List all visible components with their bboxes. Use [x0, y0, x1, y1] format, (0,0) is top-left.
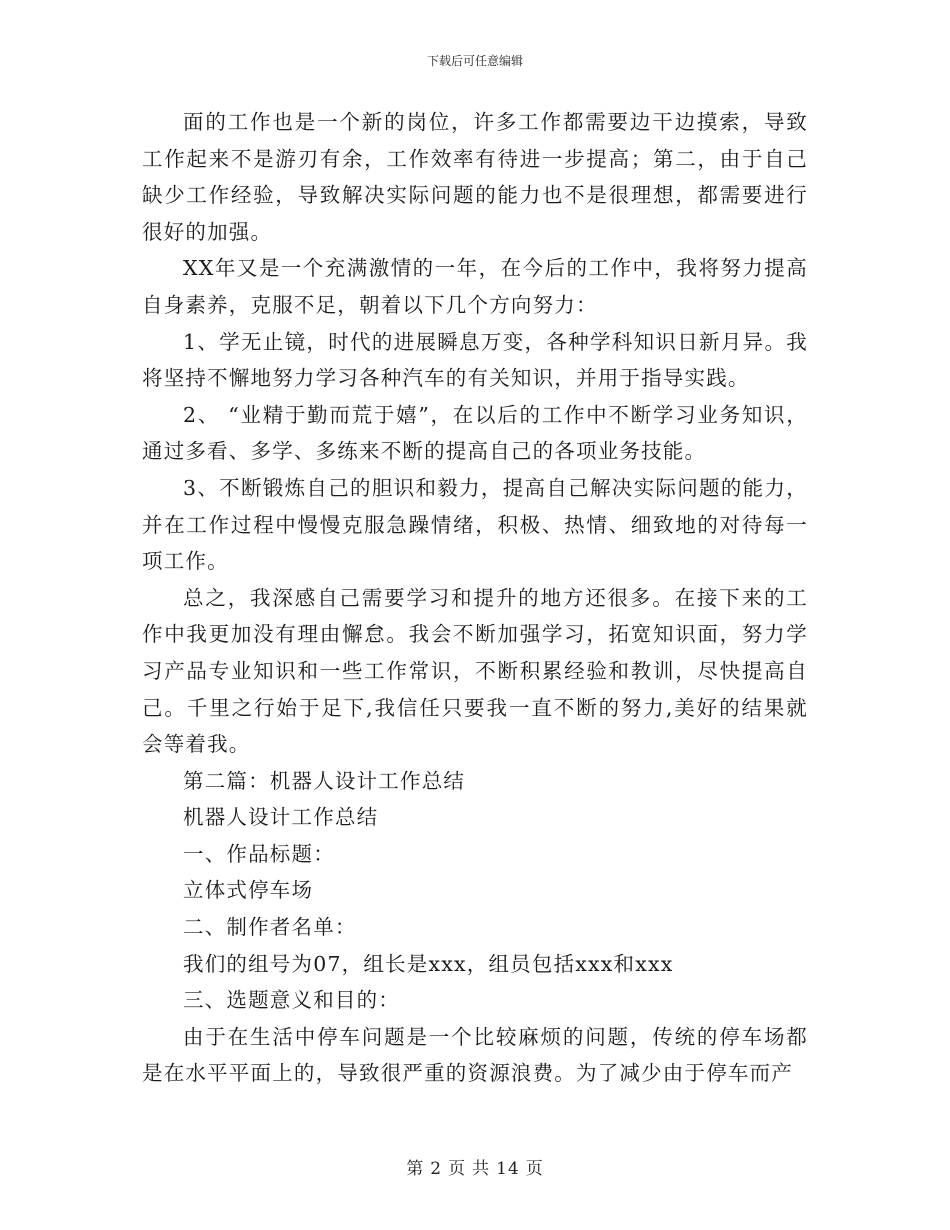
- document-body: [142, 104, 808, 1092]
- paragraph: 总之，我深感自己需要学习和提升的地方还很多。在接下来的工作中我更加没有理由懈怠。我会不断加强学习，拓宽知识面，努力学习产品专业知识和一些工作常识，不断积累经验和教训，尽快提高自己。千里之行始于足下,我信任只要我一直不断的努力,美好的结果就会等着我。: [142, 585, 808, 757]
- footer-page-suffix: 页: [525, 1159, 544, 1179]
- paragraph: 立体式停车场: [183, 878, 314, 903]
- footer-page-number: 2: [430, 1159, 443, 1179]
- document-title: 机器人设计工作总结: [183, 805, 379, 830]
- page-footer: [0, 1154, 950, 1179]
- paragraph: 由于在生活中停车问题是一个比较麻烦的问题，传统的停车场都是在水平平面上的，导致很严重的资源浪费。为了减少由于停车而产: [142, 1024, 808, 1086]
- section-heading: 三、选题意义和目的：: [183, 988, 400, 1013]
- page-header: 下载后可任意编辑: [426, 54, 523, 68]
- footer-total-pages: 14: [496, 1159, 520, 1179]
- section-heading: 一、作品标题：: [183, 841, 335, 866]
- list-item: 2、 “业精于勤而荒于嬉”，在以后的工作中不断学习业务知识，通过多看、多学、多练来不断的提高自己的各项业务技能。: [142, 402, 808, 464]
- paragraph: 面的工作也是一个新的岗位，许多工作都需要边干边摸索，导致工作起来不是游刃有余，工作效率有待进一步提高；第二，由于自己缺少工作经验，导致解决实际问题的能力也不是很理想，都需要进行很好的加强。: [142, 110, 808, 244]
- paragraph: 我们的组号为07，组长是xxx，组员包括xxx和xxx: [183, 951, 674, 976]
- footer-page-prefix: 第: [406, 1159, 425, 1179]
- paragraph: XX年又是一个充满激情的一年，在今后的工作中，我将努力提高自身素养，克服不足，朝着以下几个方向努力：: [142, 256, 808, 317]
- section-title: 第二篇：机器人设计工作总结: [183, 768, 466, 793]
- footer-page-mid: 页: [448, 1159, 467, 1179]
- list-item: 1、学无止镜，时代的进展瞬息万变，各种学科知识日新月异。我将坚持不懈地努力学习各种汽车的有关知识，并用于指导实践。: [142, 329, 808, 391]
- footer-total-label: 共: [472, 1159, 491, 1179]
- section-heading: 二、制作者名单：: [183, 915, 357, 940]
- list-item: 3、不断锻炼自己的胆识和毅力，提高自己解决实际问题的能力，并在工作过程中慢慢克服急躁情绪，积极、热情、细致地的对待每一项工作。: [142, 475, 808, 574]
